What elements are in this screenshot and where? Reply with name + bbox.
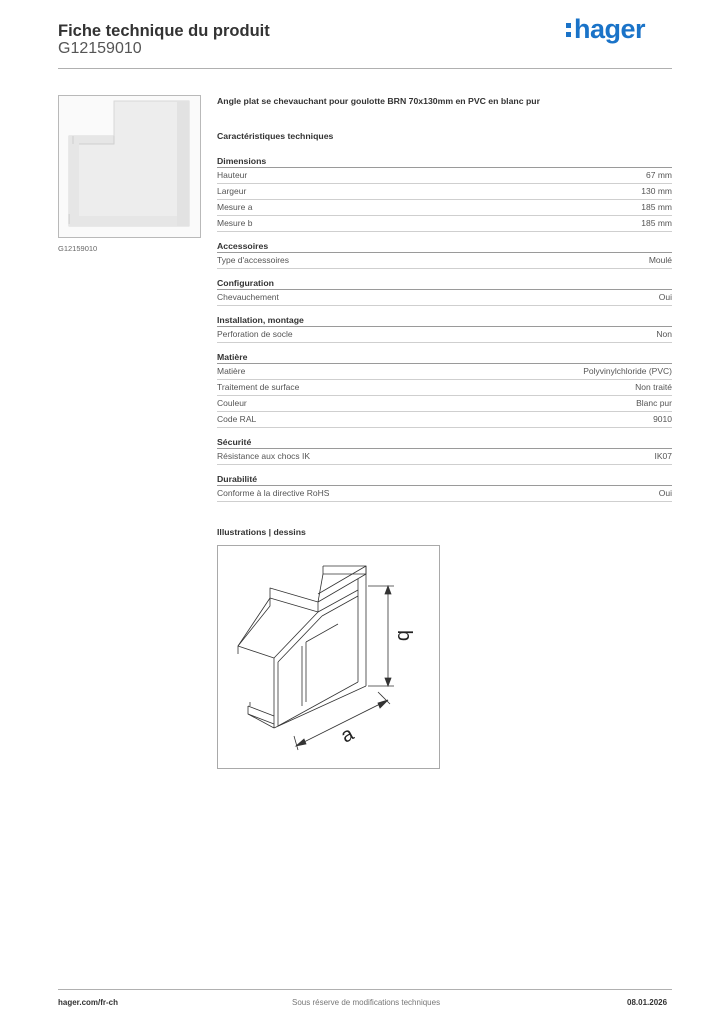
specs-heading: Caractéristiques techniques [217,131,334,141]
section-title: Sécurité [217,437,672,449]
spec-row [217,412,672,428]
footer-website: hager.com/fr-ch [58,998,119,1007]
spec-row [217,184,672,200]
spec-value: IK07 [654,451,672,461]
spec-value: 185 mm [641,202,672,212]
spec-row [217,364,672,380]
spec-row [217,486,672,502]
spec-label: Traitement de surface [217,382,300,392]
spec-row [217,200,672,216]
spec-row [217,396,672,412]
spec-label: Hauteur [217,170,248,180]
section-title: Matière [217,352,672,364]
spec-value: Non [656,329,672,339]
product-photo [58,95,201,238]
page-title: Fiche technique du produit [58,22,270,40]
footer-date: 08.01.2026 [627,998,668,1007]
section-title: Dimensions [217,156,672,168]
spec-value: 130 mm [641,186,672,196]
section-title: Durabilité [217,474,672,486]
spec-label: Type d'accessoires [217,255,290,265]
spec-row [217,168,672,184]
section-accessoires [217,241,672,269]
section-durabilite [217,474,672,502]
spec-label: Chevauchement [217,292,279,302]
spec-value: 67 mm [646,170,672,180]
spec-row [217,327,672,343]
product-reference: G12159010 [58,40,142,57]
photo-caption: G12159010 [58,244,98,253]
brand-logo [566,14,645,45]
spec-label: Largeur [217,186,247,196]
spec-value: 185 mm [641,218,672,228]
dimension-a-label: a [337,722,358,748]
technical-drawing [217,545,440,769]
spec-row [217,290,672,306]
illustrations-heading: Illustrations | dessins [217,527,306,537]
spec-row [217,253,672,269]
specs-table [217,156,672,511]
spec-label: Perforation de socle [217,329,293,339]
product-description: Angle plat se chevauchant pour goulotte BRN 70x130mm en PVC en blanc pur [217,96,540,106]
drawing-graphic [218,546,439,768]
spec-row [217,380,672,396]
logo-dots-icon [566,17,572,39]
section-matiere [217,352,672,428]
section-title: Configuration [217,278,672,290]
spec-value: Oui [658,488,672,498]
footer-divider [58,989,672,990]
spec-value: Oui [658,292,672,302]
spec-label: Mesure a [217,202,253,212]
dimension-b-label: b [393,630,415,642]
spec-row [217,449,672,465]
section-title: Installation, montage [217,315,672,327]
footer-notice: Sous réserve de modifications techniques [292,998,441,1007]
spec-label: Résistance aux chocs IK [217,451,311,461]
spec-label: Mesure b [217,218,253,228]
spec-value: Blanc pur [636,398,672,408]
spec-value: 9010 [653,414,672,424]
spec-label: Code RAL [217,414,257,424]
section-dimensions [217,156,672,232]
brand-name: hager [574,14,646,44]
spec-value: Non traité [635,382,672,392]
section-configuration [217,278,672,306]
section-installation [217,315,672,343]
spec-row [217,216,672,232]
spec-value: Polyvinylchloride (PVC) [583,366,672,376]
spec-label: Conforme à la directive RoHS [217,488,330,498]
section-securite [217,437,672,465]
section-title: Accessoires [217,241,672,253]
spec-label: Matière [217,366,246,376]
product-photo-graphic [59,96,200,237]
spec-value: Moulé [648,255,672,265]
header-divider [58,68,672,69]
spec-label: Couleur [217,398,247,408]
